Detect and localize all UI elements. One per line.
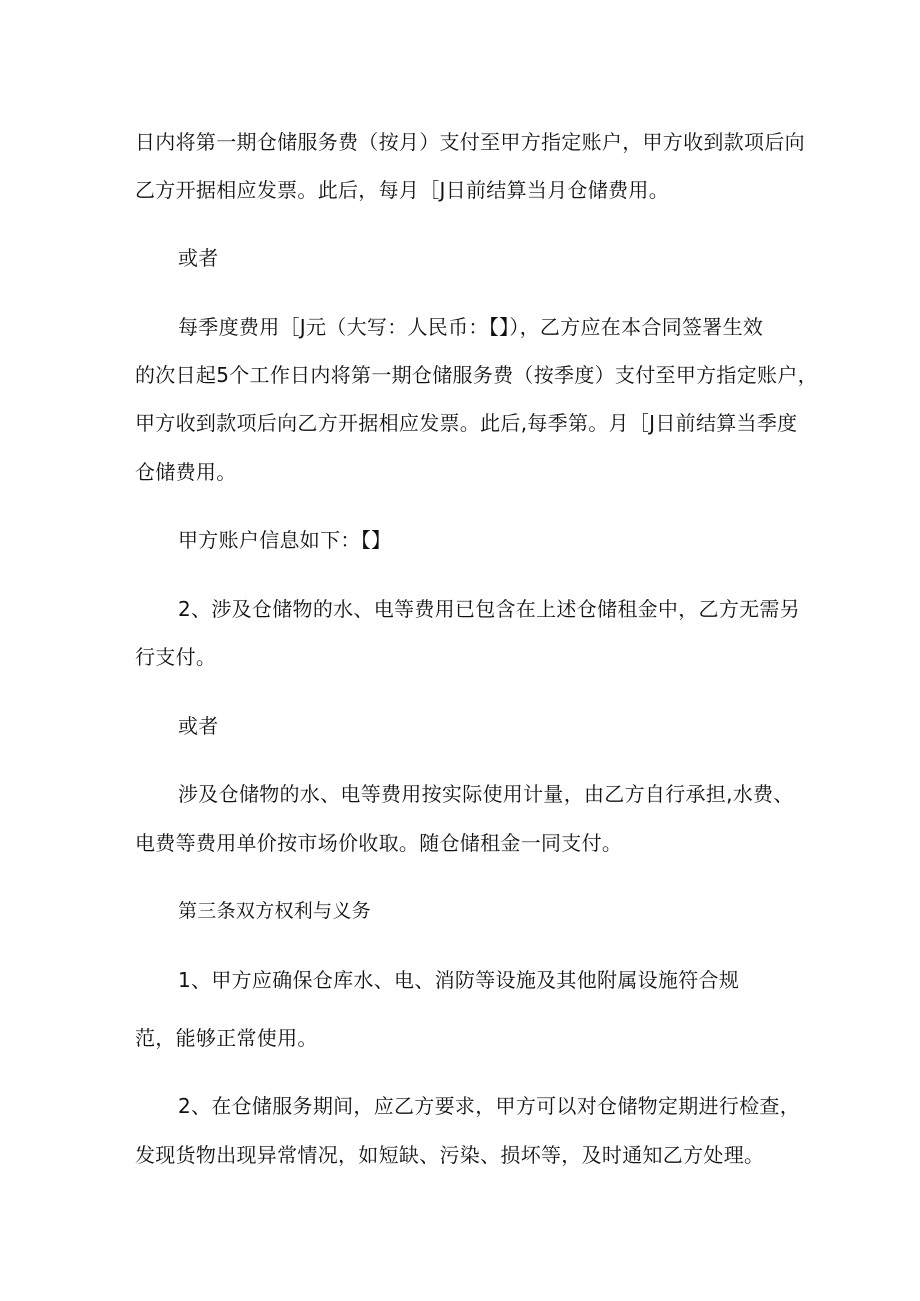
text-line: 1、甲方应确保仓库水、电、消防等设施及其他附属设施符合规 [178,968,740,992]
text-line: 或者 [178,714,219,738]
text-line: 仓储费用。 [135,460,237,484]
text-line: 的次日起5个工作日内将第一期仓储服务费（按季度）支付至甲方指定账户， [135,363,818,387]
text-line: 每季度费用［J元（大写：人民币：【】），乙方应在本合同签署生效 [178,315,764,339]
text-line: 甲方账户信息如下：【】 [178,528,392,552]
text-line: 甲方收到款项后向乙方开据相应发票。此后,每季第。月［J日前结算当季度 [135,411,798,435]
text-line: 范，能够正常使用。 [135,1026,318,1050]
text-line: 2、涉及仓储物的水、电等费用已包含在上述仓储租金中，乙方无需另 [178,597,801,621]
text-line: 行支付。 [135,645,217,669]
text-line: 日内将第一期仓储服务费（按月）支付至甲方指定账户，甲方收到款项后向 [135,130,805,154]
text-line: 电费等费用单价按市场价收取。随仓储租金一同支付。 [135,831,623,855]
text-line: 2、在仓储服务期间，应乙方要求，甲方可以对仓储物定期进行检查， [178,1094,801,1118]
text-line: 乙方开据相应发票。此后，每月［J日前结算当月仓储费用。 [135,178,669,202]
text-line: 发现货物出现异常情况，如短缺、污染、损坏等，及时通知乙方处理。 [135,1143,765,1167]
text-line: 涉及仓储物的水、电等费用按实际使用计量，由乙方自行承担,水费、 [178,782,794,806]
text-line: 或者 [178,246,219,270]
section-heading: 第三条双方权利与义务 [178,900,372,922]
